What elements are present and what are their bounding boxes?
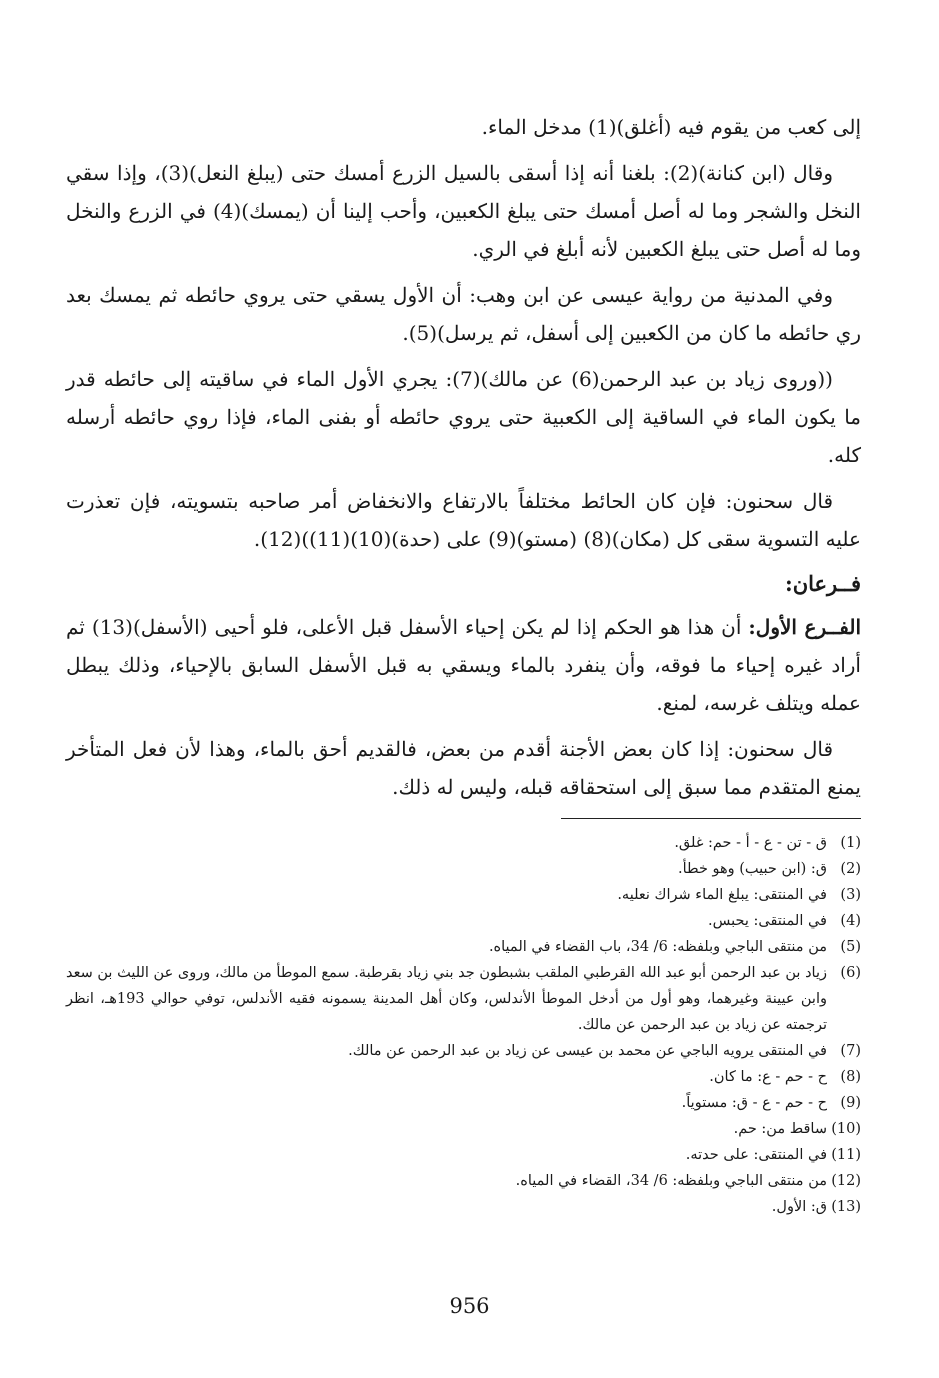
branch-paragraph — [66, 608, 861, 722]
footnotes — [66, 830, 861, 1220]
footnote — [66, 1064, 861, 1090]
footnote-number: (8) — [840, 1069, 861, 1085]
main-text — [66, 108, 861, 814]
footnote-number: (1) — [840, 835, 861, 851]
footnote-number: (12) — [831, 1173, 861, 1189]
footnote-number: (6) — [840, 965, 861, 981]
footnote-number: (3) — [840, 887, 861, 903]
footnote — [66, 960, 861, 1038]
footnote-text: من منتقى الباجي وبلفظه: 6/ 34، القضاء في المياه. — [515, 1173, 827, 1189]
paragraph-4: ((وروى زياد بن عبد الرحمن(6) عن مالك)(7): يجري الأول الماء في ساقيته إلى حائطه قدر ما يكون الماء في الساقية إلى الكعبية حتى يروي حائطه أو بفنى الماء، فإذا روي حائطه أرسله كله. — [66, 367, 861, 467]
footnote — [66, 1168, 861, 1194]
footnote-text: ساقط من: حم. — [733, 1121, 827, 1137]
footnote-text: من منتقى الباجي وبلفظه: 6/ 34، باب القضاء في المياه. — [488, 939, 827, 955]
footnote — [66, 856, 861, 882]
footnote — [66, 1194, 861, 1220]
footnote-text: في المنتقى: يبلغ الماء شراك نعليه. — [617, 887, 827, 903]
footnote-text: ق - تن - ع - أ - حم: غلق. — [674, 835, 827, 851]
branch-text: أن هذا هو الحكم إذا لم يكن إحياء الأسفل قبل الأعلى، فلو أحيى (الأسفل)(13) ثم أراد غيره إحياء ما فوقه، وأن ينفرد بالماء ويسقي به قبل الأسفل السابق بالإحياء، وذلك يبطل عمله ويتلف غرسه، لمنع. — [66, 615, 861, 715]
footnote-number: (10) — [831, 1121, 861, 1137]
page-number: 956 — [449, 1294, 490, 1318]
paragraph-1: إلى كعب من يقوم فيه (أغلق)(1) مدخل الماء. — [481, 115, 861, 139]
branch-lead: الفــرع الأول: — [748, 615, 862, 639]
footnote-text: ح - حم - ع - ق: مستوياً. — [681, 1095, 827, 1111]
footnote — [66, 908, 861, 934]
footnote — [66, 934, 861, 960]
footnote-text: ح - حم - ع: ما كان. — [709, 1069, 827, 1085]
section-heading: فــرعان: — [784, 571, 861, 596]
footnote — [66, 1116, 861, 1142]
footnote-text: في المنتقى يرويه الباجي عن محمد بن عيسى عن زياد بن عبد الرحمن عن مالك. — [348, 1043, 827, 1059]
footnote-number: (5) — [840, 939, 861, 955]
footnote-text: زياد بن عبد الرحمن أبو عبد الله القرطبي الملقب بشبطون جد بني زياد بقرطبة. سمع الموطأ من مالك، وروى عن الليث بن سعد وابن عيينة وغيرهما، وهو أول من أدخل الموطأ الأندلس، وكان أهل المدينة يسمونه فقيه الأندلس، توفي حوالي 193هـ، انظر ترجمته عن زياد بن عبد الرحمن عن مالك. — [66, 965, 827, 1033]
footnote-number: (9) — [840, 1095, 861, 1111]
footnote-text: في المنتقى: يحبس. — [708, 913, 827, 929]
paragraph-3: وفي المدنية من رواية عيسى عن ابن وهب: أن الأول يسقي حتى يروي حائطه ثم يمسك بعد ري حائطه ما كان من الكعبين إلى أسفل، ثم يرسل)(5). — [66, 283, 861, 345]
footnote-text: ق: (ابن حبيب) وهو خطأ. — [678, 861, 827, 877]
footnote — [66, 882, 861, 908]
footnote-text: ق: الأول. — [771, 1199, 827, 1215]
footnote-number: (13) — [831, 1199, 861, 1215]
footnote-number: (2) — [840, 861, 861, 877]
paragraph-5: قال سحنون: فإن كان الحائط مختلفاً بالارتفاع والانخفاض أمر صاحبه بتسويته، فإن تعذرت عليه التسوية سقى كل (مكان)(8) (مستو)(9) على (حدة)(10)(11))(12). — [66, 489, 861, 551]
footnote-number: (7) — [840, 1043, 861, 1059]
footnote — [66, 1038, 861, 1064]
paragraph-last: قال سحنون: إذا كان بعض الأجنة أقدم من بعض، فالقديم أحق بالماء، وهذا لأن فعل المتأخر يمنع المتقدم مما سبق إلى استحقاقه قبله، وليس له ذلك. — [66, 737, 861, 799]
footnote-text: في المنتقى: على حدته. — [685, 1147, 827, 1163]
paragraph-2: وقال (ابن كنانة)(2): بلغنا أنه إذا أسقى بالسيل الزرع أمسك حتى (يبلغ النعل)(3)، وإذا سقي النخل والشجر وما له أصل أمسك حتى يبلغ الكعبين، وأحب إلينا أن (يمسك)(4) في الزرع والنخل وما له أصل حتى يبلغ الكعبين لأنه أبلغ في الري. — [66, 161, 861, 261]
footnote — [66, 1090, 861, 1116]
footnote-separator — [561, 818, 861, 819]
footnote — [66, 830, 861, 856]
footnote-number: (11) — [831, 1147, 861, 1163]
footnote-number: (4) — [840, 913, 861, 929]
footnote — [66, 1142, 861, 1168]
